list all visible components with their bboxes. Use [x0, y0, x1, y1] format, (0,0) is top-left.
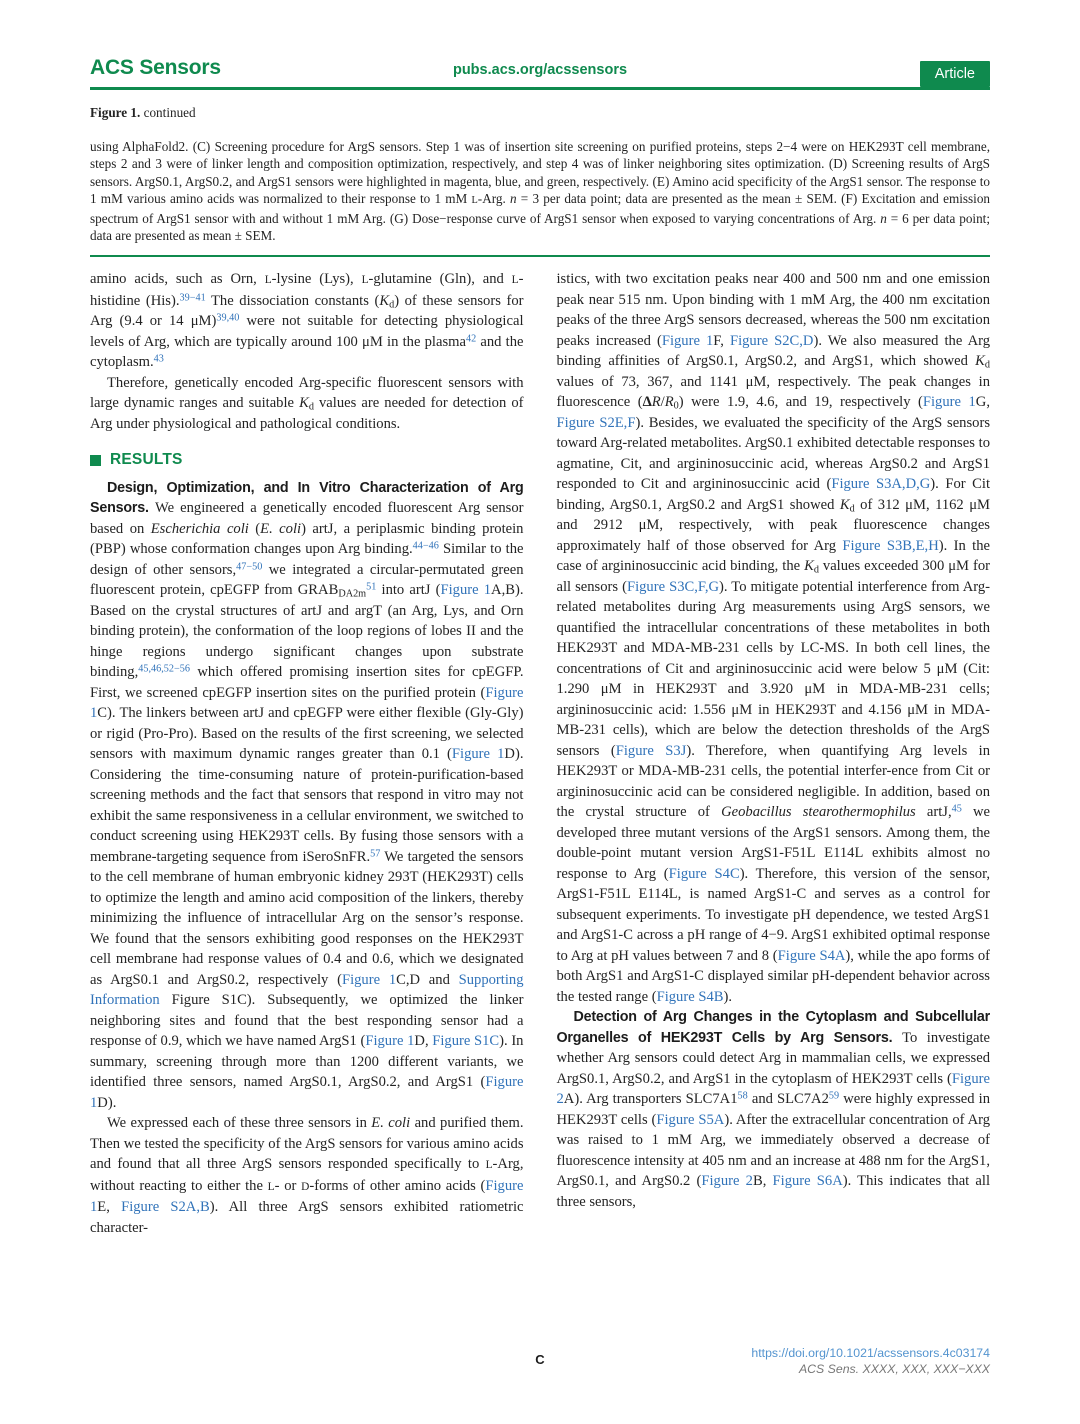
inline-reference-link[interactable]: Figure 1 [90, 1074, 524, 1111]
text-segment: n [880, 210, 887, 226]
body-paragraph [557, 1007, 991, 1212]
journal-masthead [90, 56, 990, 90]
text-segment: D, [414, 1033, 433, 1050]
inline-reference-link[interactable]: Figure S6A [772, 1173, 843, 1190]
text-segment: A). Arg transporters SLC7A1 [563, 1091, 738, 1108]
figure-caption [90, 138, 990, 244]
inline-reference-link[interactable]: 42 [465, 333, 477, 345]
text-segment: ). This indicates that all three sensors, [556, 1173, 990, 1210]
inline-reference-link[interactable]: Figure 1 [365, 1033, 415, 1050]
inline-reference-link[interactable]: Figure 1 [90, 1177, 524, 1216]
body-paragraph [90, 373, 524, 435]
text-segment: which offered promising insertion sites for cpEGFP. First, we screened cpEGFP insertion sites on the purified protein ( [90, 664, 524, 701]
text-segment: ) artJ, a periplasmic binding protein (PBP) whose conformation changes upon Arg binding. [90, 520, 524, 558]
text-segment: = 3 per data point; data are presented as the mean ± SEM. (F) Excitation and emission spectrum of ArgS1 sensor with and without 1 mM Arg. (G) Dose−response curve of ArgS1 sensor when exposed to varying concentrations of Arg. [90, 191, 991, 226]
text-segment: -histidine (His). [90, 271, 524, 309]
page-number: C [535, 1352, 545, 1367]
right-column [557, 269, 991, 1238]
text-segment: K [299, 395, 309, 412]
text-segment: -forms of other amino acids ( [309, 1177, 486, 1194]
left-column [90, 269, 524, 1238]
text-segment: L [511, 274, 519, 287]
inline-reference-link[interactable]: 51 [366, 581, 377, 593]
text-segment: were highly expressed in HEK293T cells ( [556, 1091, 990, 1128]
text-segment: values exceeded 300 μM for all sensors ( [556, 558, 990, 595]
text-segment: B, [752, 1173, 773, 1190]
footer-citation-block [751, 1346, 990, 1377]
text-segment: F, [713, 332, 730, 349]
body-paragraph [90, 478, 524, 1114]
text-segment: -Arg, without reacting to either the [90, 1156, 524, 1194]
text-segment: ). For Cit binding, ArgS0.1, ArgS0.2 and ArgS1 showed [556, 476, 990, 513]
text-segment: ). All three ArgS sensors exhibited ratiometric character- [90, 1199, 524, 1236]
text-segment: Detection of Arg Changes in the Cytoplasm and Subcellular Organelles of HEK293T Cells by Arg Sensors. [556, 1009, 990, 1046]
text-segment: and SLC7A2 [747, 1091, 829, 1108]
text-segment: n [509, 191, 517, 207]
results-section-heading [90, 450, 524, 471]
text-segment: L [471, 195, 478, 207]
text-segment: G, [975, 394, 990, 411]
figure-continued-text: continued [140, 105, 196, 120]
inline-reference-link[interactable]: 58 [737, 1090, 748, 1102]
text-segment: ). [723, 988, 733, 1005]
text-segment: ). In summary, screening through more than 1200 different variants, we identified three sensors, named ArgS0.1, ArgS0.2, and ArgS1 ( [90, 1033, 524, 1091]
inline-reference-link[interactable]: 45 [951, 803, 962, 815]
text-segment: K [975, 353, 985, 370]
text-segment: -Arg. [477, 191, 510, 207]
text-segment: Therefore, genetically encoded Arg-specific fluorescent sensors with large dynamic ranges and suitable [90, 374, 524, 412]
inline-reference-link[interactable]: 44−46 [412, 540, 439, 552]
text-segment: Geobacillus stearothermophilus [721, 804, 916, 821]
text-segment: into artJ ( [376, 582, 441, 599]
text-segment: we integrated a circular-permutated green fluorescent protein, cpEGFP from GRAB [90, 561, 524, 599]
text-segment: The dissociation constants ( [205, 292, 380, 309]
text-segment: Similar to the design of other sensors, [90, 541, 524, 578]
text-segment: E. coli [260, 520, 302, 537]
text-segment: K [379, 292, 390, 309]
text-segment: Δ [642, 394, 652, 411]
text-segment: D). [97, 1094, 117, 1111]
text-segment: L [361, 274, 369, 287]
text-segment: L [485, 1159, 493, 1172]
text-segment: - or [274, 1177, 302, 1194]
text-segment: ). Besides, we evaluated the specificity of the ArgS sensors toward Arg-related metabolites. ArgS0.1 exhibited detectable responses to agmatine, Cit, and argininosuccinic acid, whereas ArgS0.2 and ArgS1 responded to Cit and argininosuccinic acid ( [556, 414, 990, 493]
inline-reference-link[interactable]: 59 [828, 1090, 840, 1102]
body-paragraph [557, 269, 991, 1007]
text-segment: D). Considering the time-consuming nature of protein-purification-based screening methods and the fact that sensors that respond in vitro may not exhibit the same responsiveness in a cellular environment, we switched to conduct screening using HEK293T cells. By fusing those sensors with a membrane-targeting sequence from iSeroSnFR. [90, 746, 524, 865]
inline-reference-link[interactable]: Figure 1 [451, 746, 505, 763]
text-segment: d [849, 503, 855, 515]
inline-reference-link[interactable]: 39,40 [216, 312, 240, 324]
inline-reference-link[interactable]: Figure 1 [341, 971, 397, 988]
text-segment: -glutamine (Gln), and [368, 271, 512, 288]
text-segment: 0 [673, 400, 679, 412]
journal-url-link[interactable]: pubs.acs.org/acssensors [452, 62, 628, 78]
text-segment: ), while the apo forms of both ArgS1 and ArgS1-C displayed similar pH-dependent behavior across the tested range ( [556, 947, 991, 1005]
text-segment: R [664, 394, 674, 411]
two-column-body [90, 269, 990, 1238]
text-segment: E. coli [371, 1115, 411, 1132]
inline-reference-link[interactable]: Figure 2 [556, 1070, 990, 1108]
inline-reference-link[interactable]: Figure S5A [656, 1111, 725, 1128]
figure-continued-label [90, 105, 990, 121]
inline-reference-link[interactable]: Figure 1 [90, 684, 524, 722]
caption-divider-rule [90, 255, 990, 257]
text-segment: We engineered a genetically encoded fluorescent Arg sensor based on [90, 500, 524, 537]
text-segment: using AlphaFold2. (C) Screening procedure for ArgS sensors. Step 1 was of insertion site screening on purified proteins, steps 2−4 were on HEK293T cell membrane, steps 2 and 3 were of linker length and composition optimization, respectively, and step 4 was of linker neighboring sites optimization. (D) Screening results of ArgS sensors. ArgS0.1, ArgS0.2, and ArgS1 sensors were highlighted in magenta, blue, and green, respectively. (E) Amino acid specificity of the ArgS1 sensor. The response to 1 mM various amino acids was normalized to their response to 1 mM [90, 139, 990, 207]
inline-reference-link[interactable]: Figure S3B,E,H [842, 537, 939, 554]
text-segment: ). Therefore, when quantifying Arg levels in HEK293T or MDA-MB-231 cells, the potential interfer-ence from Cit or argininosuccinic acid can be considered negligible. In addition, based on the crystal structure of [556, 742, 991, 821]
text-segment: we developed three mutant versions of the ArgS1 sensors. Among them, the double-point mutant version ArgS1-F51L E114L exhibits almost no response to Arg ( [556, 804, 990, 882]
inline-reference-link[interactable]: Supporting Information [90, 971, 524, 1009]
inline-reference-link[interactable]: 43 [153, 353, 164, 365]
text-segment: d [308, 401, 314, 413]
text-segment: We targeted the sensors to the cell membrane of human embryonic kidney 293T (HEK293T) cells to optimize the length and amino acid composition of the linkers, thereby minimizing the influence of intracellular Arg on the sensor’s response. We found that the sensors exhibiting good responses on the HEK293T cell membrane had response values of 0.4 and 0.6, which we designated as ArgS0.1 and ArgS0.2, respectively ( [90, 848, 524, 988]
text-segment: ). After the extracellular concentration of Arg was raised to 1 mM Arg, we immediately observed a decrease of fluorescence intensity at 405 nm and an increase at 488 nm for the ArgS1, ArgS0.1, and ArgS0.2 ( [556, 1111, 991, 1190]
article-type-badge: Article [920, 61, 990, 88]
inline-reference-link[interactable]: Figure S3C,F,G [626, 578, 720, 595]
results-heading-label: RESULTS [110, 451, 183, 469]
text-segment: DA2m [338, 588, 367, 600]
inline-reference-link[interactable]: Figure 1 [922, 394, 976, 411]
doi-link[interactable]: https://doi.org/10.1021/acssensors.4c03174 [751, 1346, 990, 1360]
text-segment: / [660, 394, 665, 411]
inline-reference-link[interactable]: Figure S2A,B [121, 1199, 210, 1216]
text-segment: d [813, 564, 819, 576]
inline-reference-link[interactable]: Figure S4A [777, 947, 846, 964]
text-segment: ) were 1.9, 4.6, and 19, respectively ( [678, 394, 923, 411]
text-segment: d [389, 299, 395, 311]
body-paragraph [90, 1113, 524, 1238]
inline-reference-link[interactable]: Figure 1 [661, 332, 714, 349]
text-segment: K [804, 558, 814, 575]
text-segment: Design, Optimization, and In Vitro Characterization of Arg Sensors. [90, 479, 524, 517]
text-segment: L [267, 1180, 275, 1193]
inline-reference-link[interactable]: Figure 1 [440, 582, 492, 599]
inline-reference-link[interactable]: 57 [370, 848, 381, 860]
text-segment: values are needed for detection of Arg under physiological and pathological conditions. [90, 395, 524, 432]
text-segment: ). In the case of argininosuccinic acid binding, the [556, 537, 990, 575]
text-segment: C,D and [396, 971, 459, 988]
text-segment: ) of these sensors for Arg (9.4 or 14 μM) [90, 292, 524, 330]
figure-number: Figure 1. [90, 105, 141, 120]
inline-reference-link[interactable]: 45,46,52−56 [138, 663, 190, 675]
journal-citation: ACS Sens. XXXX, XXX, XXX−XXX [798, 1361, 990, 1376]
inline-reference-link[interactable]: Figure S4C [668, 865, 740, 882]
text-segment: and purified them. Then we tested the specificity of the ArgS sensors for various amino acids and found that all three ArgS sensors responded specifically to [90, 1115, 524, 1173]
text-segment: We expressed each of these three sensors in [107, 1115, 372, 1132]
text-segment: ). Therefore, this version of the sensor, ArgS1-F51L E114L, is named ArgS1-C and serves as a control for subsequent experiments. To investigate pH dependence, we tested ArgS1 and ArgS1-C across a pH range of 4−9. ArgS1 exhibited optimal response to Arg at pH values between 7 and 8 ( [556, 865, 990, 964]
body-paragraph [90, 269, 524, 373]
inline-reference-link[interactable]: Figure S3J [615, 742, 687, 759]
text-segment: D [301, 1180, 310, 1193]
text-segment: -lysine (Lys), [271, 271, 362, 288]
text-segment: artJ, [915, 804, 952, 821]
text-segment: ( [248, 520, 261, 537]
text-segment: values of 73, 367, and 1141 μM, respectively. The peak changes in fluorescence ( [556, 373, 990, 411]
text-segment: C). The linkers between artJ and cpEGFP were either flexible (Gly-Gly) or rigid (Pro-Pro). Based on the results of the first screening, we selected sensors with maximum dynamic ranges greater than 0.1 ( [90, 705, 524, 763]
inline-reference-link[interactable]: Figure S4B [656, 988, 724, 1005]
text-segment: R [651, 394, 661, 411]
text-segment: Escherichia coli [150, 520, 249, 537]
text-segment: Figure S1C). Subsequently, we optimized the linker neighboring sites and found that the best responding sensor had a response of 0.9, which we have named ArgS1 ( [90, 992, 524, 1050]
text-segment: d [984, 359, 990, 371]
section-square-icon [90, 455, 101, 466]
text-segment: istics, with two excitation peaks near 400 and 500 nm and one emission peak near 515 nm. Upon binding with 1 mM Arg, the 400 nm excitation peaks of the three ArgS sensors decreased, whereas the 500 nm excitation peaks increased ( [556, 271, 990, 349]
inline-reference-link[interactable]: Figure S2C,D [729, 332, 814, 349]
text-segment: E, [97, 1199, 122, 1216]
text-segment: K [839, 496, 850, 513]
text-segment: of 312 μM, 1162 μM and 2912 μM, respectively, with peak fluorescence changes approximately half of those observed for Arg [556, 496, 991, 554]
journal-title: ACS Sensors [90, 56, 221, 79]
inline-reference-link[interactable]: Figure S1C [432, 1033, 500, 1050]
inline-reference-link[interactable]: 39−41 [179, 292, 206, 304]
text-segment: ). We also measured the Arg binding affinities of ArgS0.1, ArgS0.2, and ArgS1, which showed [556, 332, 991, 370]
text-segment: To investigate whether Arg sensors could detect Arg in mammalian cells, we expressed ArgS0.1, ArgS0.2, and ArgS1 in the cytoplasm of HEK293T cells ( [556, 1029, 991, 1087]
text-segment: were not suitable for detecting physiological levels of Arg, which are typically around 100 μM in the plasma [90, 313, 524, 350]
inline-reference-link[interactable]: Figure 2 [701, 1173, 753, 1190]
text-segment: L [264, 274, 272, 287]
text-segment: ). To mitigate potential interference from Arg-related metabolites during Arg measurements using ArgS sensors, we quantified the intracellular concentrations of these metabolites in both HEK293T and MDA-MB-231 cells by LC-MS. In both cell lines, the concentrations of Cit and argininosuccinic acid were below 5 μM (Cit: 1.290 μM in HEK293T and 3.920 μM in MDA-MB-231 cells; argininosuccinic acid: 1.556 μM in HEK293T and 4.156 μM in MDA-MB-231 cells), which are below the detection thresholds of the ArgS sensors ( [556, 578, 990, 759]
text-segment: A,B). Based on the crystal structures of artJ and argT (an Arg, Lys, and Orn binding protein), the conformation of the loop regions of lobes II and the hinge regions undergo significant changes upon substrate binding, [90, 582, 524, 681]
inline-reference-link[interactable]: 47−50 [236, 561, 263, 573]
text-segment: and the cytoplasm. [90, 333, 524, 371]
inline-reference-link[interactable]: Figure S3A,D,G [831, 476, 931, 493]
inline-reference-link[interactable]: Figure S2E,F [556, 414, 636, 431]
text-segment: = 6 per data point; data are presented as mean ± SEM. [90, 210, 990, 244]
text-segment: amino acids, such as Orn, [90, 271, 265, 288]
